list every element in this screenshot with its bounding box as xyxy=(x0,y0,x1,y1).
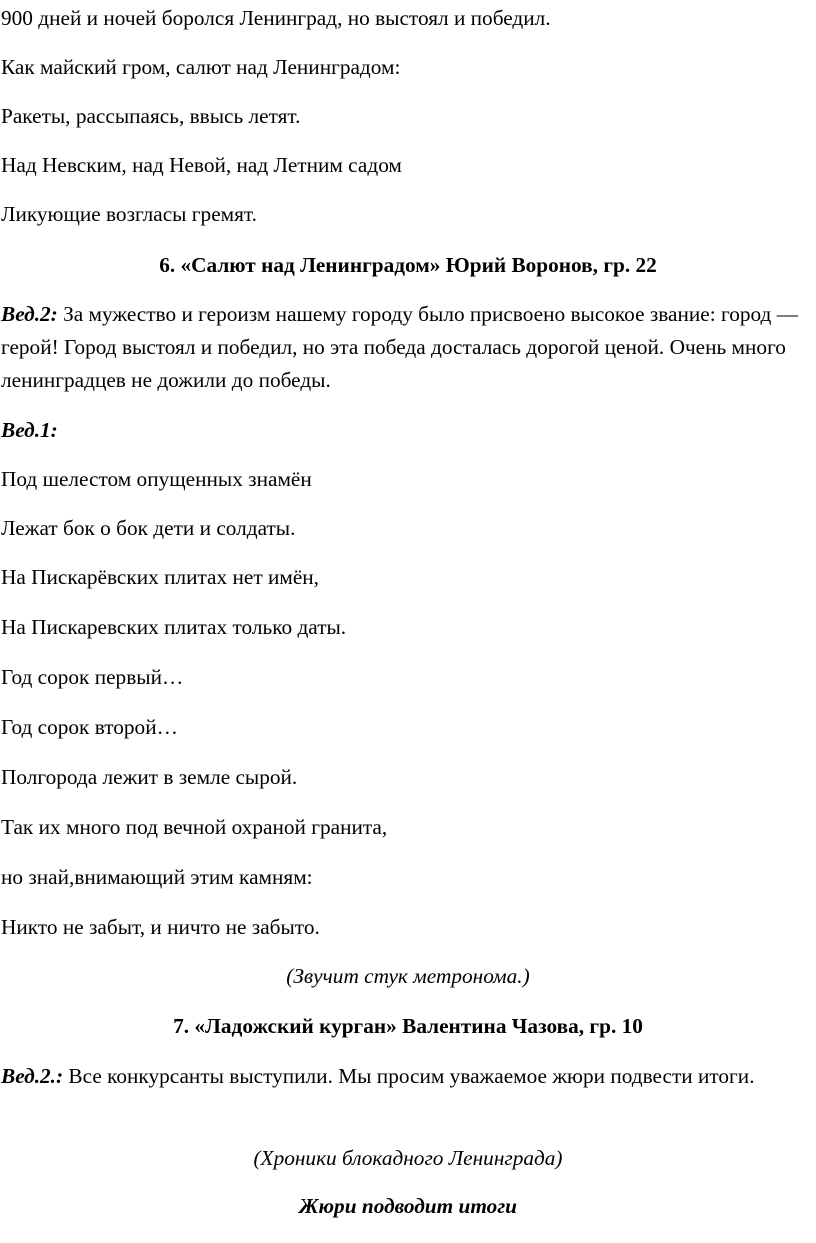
speaker-label-ved1: Вед.1: xyxy=(1,418,58,442)
poem-line: Над Невским, над Невой, над Летним садом xyxy=(1,153,402,177)
stage-direction: (Хроники блокадного Ленинграда) xyxy=(253,1146,563,1170)
poem-line: Как майский гром, салют над Ленинградом: xyxy=(1,55,401,79)
poem-line: Никто не забыт, и ничто не забыто. xyxy=(1,915,320,939)
host-paragraph-ved2 xyxy=(1,298,811,397)
poem-line: Под шелестом опущенных знамён xyxy=(1,467,312,491)
poem-line: На Пискарёвских плитах нет имён, xyxy=(1,565,320,589)
host-text: Все конкурсанты выступили. Мы просим уважаемое жюри подвести итоги. xyxy=(63,1064,755,1088)
speaker-label: Вед.2.: xyxy=(1,1064,64,1088)
poem-line: Ликующие возгласы гремят. xyxy=(1,202,257,226)
host-paragraph-ved2-final xyxy=(1,1060,811,1093)
host-text: За мужество и героизм нашему городу было присвоено высокое звание: город — герой! Город выстоял и победил, но эта победа досталась дорогой ценой. Очень много ленинградцев не дожили до победы. xyxy=(1,302,798,392)
poem-line: Ракеты, рассыпаясь, ввысь летят. xyxy=(1,104,301,128)
closing-line: Жюри подводит итоги xyxy=(298,1194,518,1218)
speaker-label: Вед.2: xyxy=(1,302,58,326)
poem-line: 900 дней и ночей боролся Ленинград, но выстоял и победил. xyxy=(1,6,551,30)
poem-line: но знай,внимающий этим камням: xyxy=(1,865,313,889)
poem-line: Лежат бок о бок дети и солдаты. xyxy=(1,516,296,540)
section-heading-6: 6. «Салют над Ленинградом» Юрий Воронов, гр. 22 xyxy=(159,253,657,277)
poem-line: Полгорода лежит в земле сырой. xyxy=(1,765,298,789)
poem-line: Год сорок первый… xyxy=(1,665,184,689)
section-heading-7: 7. «Ладожский курган» Валентина Чазова, гр. 10 xyxy=(173,1014,643,1038)
poem-line: Так их много под вечной охраной гранита, xyxy=(1,815,388,839)
poem-line: На Пискаревских плитах только даты. xyxy=(1,615,347,639)
poem-line: Год сорок второй… xyxy=(1,715,178,739)
stage-direction: (Звучит стук метронома.) xyxy=(286,964,530,988)
